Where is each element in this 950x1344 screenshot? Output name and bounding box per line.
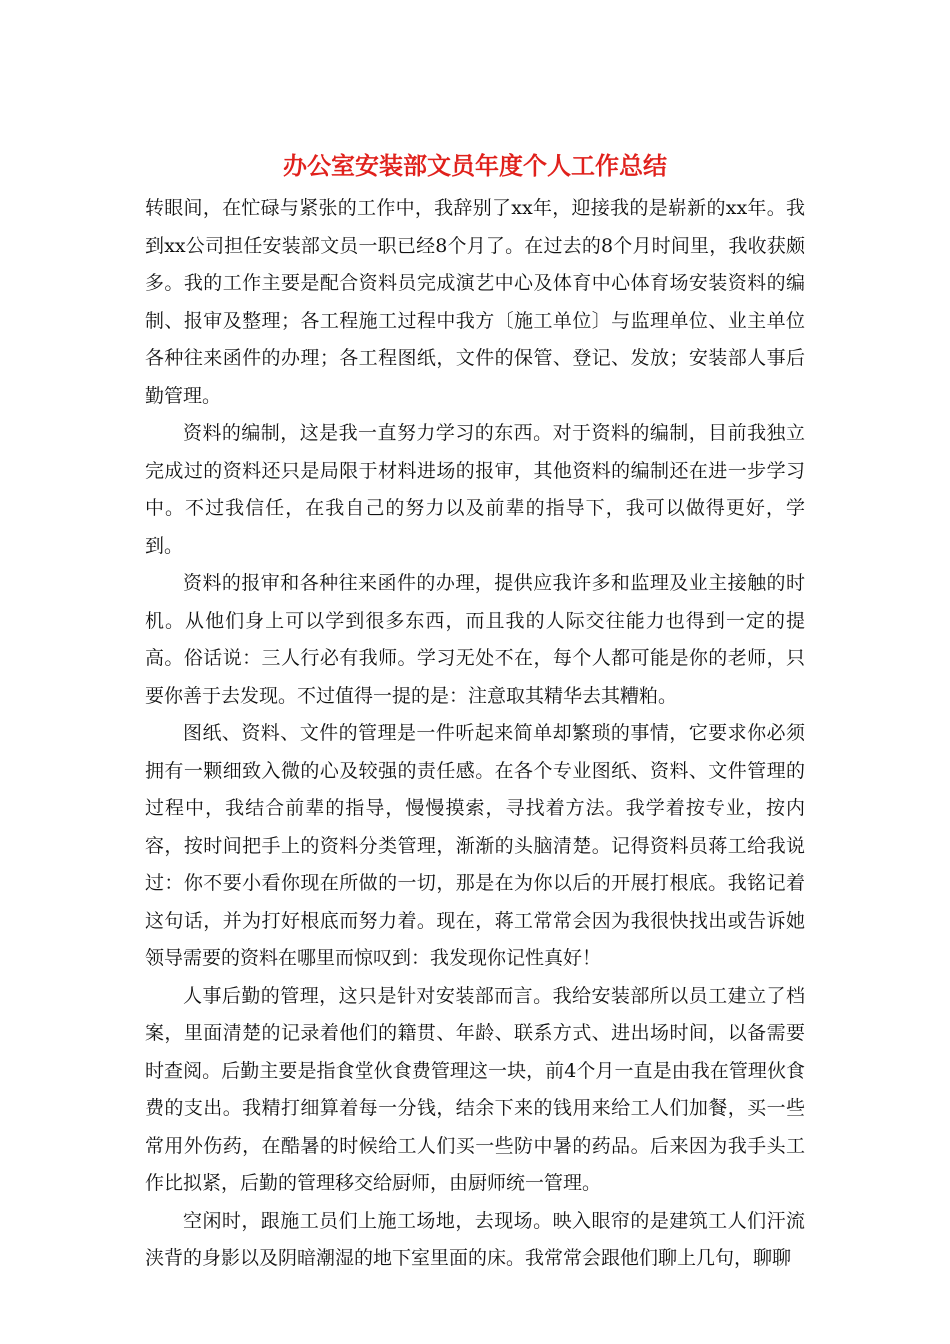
paragraph-site-visits: 空闲时，跟施工员们上施工场地，去现场。映入眼帘的是建筑工人们汗流浃背的身影以及阴暗潮湿的地下室里面的床。我常常会跟他们聊上几句，聊聊 [145, 1209, 805, 1269]
paragraph-correspondence: 资料的报审和各种往来函件的办理，提供应我许多和监理及业主接触的时机。从他们身上可以学到很多东西，而且我的人际交往能力也得到一定的提高。俗话说：三人行必有我师。学习无处不在，每个人都可能是你的老师，只要你善于去发现。不过值得一提的是：注意取其精华去其糟粕。 [145, 572, 805, 707]
document-body [145, 190, 805, 1278]
paragraph-hr-logistics: 人事后勤的管理，这只是针对安装部而言。我给安装部所以员工建立了档案，里面清楚的记录着他们的籍贯、年龄、联系方式、进出场时间，以备需要时查阅。后勤主要是指食堂伙食费管理这一块，前4个月一直是由我在管理伙食费的支出。我精打细算着每一分钱，结余下来的钱用来给工人们加餐，买一些常用外伤药，在酷暑的时候给工人们买一些防中暑的药品。后来因为我手头工作比拟紧，后勤的管理移交给厨师，由厨师统一管理。 [145, 984, 805, 1194]
document-title: 办公室安装部文员年度个人工作总结 [283, 151, 667, 180]
paragraph-file-management: 图纸、资料、文件的管理是一件听起来简单却繁琐的事情，它要求你必须拥有一颗细致入微的心及较强的责任感。在各个专业图纸、资料、文件管理的过程中，我结合前辈的指导，慢慢摸索，寻找着方法。我学着按专业，按内容，按时间把手上的资料分类管理，渐渐的头脑清楚。记得资料员蒋工给我说过：你不要小看你现在所做的一切，那是在为你以后的开展打根底。我铭记着这句话，并为打好根底而努力着。现在，蒋工常常会因为我很快找出或告诉她领导需要的资料在哪里而惊叹到：我发现你记性真好！ [145, 722, 805, 969]
paragraph-intro: 转眼间，在忙碌与紧张的工作中，我辞别了xx年，迎接我的是崭新的xx年。我到xx公司担任安装部文员一职已经8个月了。在过去的8个月时间里，我收获颇多。我的工作主要是配合资料员完成演艺中心及体育中心体育场安装资料的编制、报审及整理；各工程施工过程中我方〔施工单位〕与监理单位、业主单位各种往来函件的办理；各工程图纸，文件的保管、登记、发放；安装部人事后勤管理。 [145, 197, 805, 407]
paragraph-document-compilation: 资料的编制，这是我一直努力学习的东西。对于资料的编制，目前我独立完成过的资料还只是局限于材料进场的报审，其他资料的编制还在进一步学习中。不过我信任，在我自己的努力以及前辈的指导下，我可以做得更好，学到。 [145, 422, 805, 557]
